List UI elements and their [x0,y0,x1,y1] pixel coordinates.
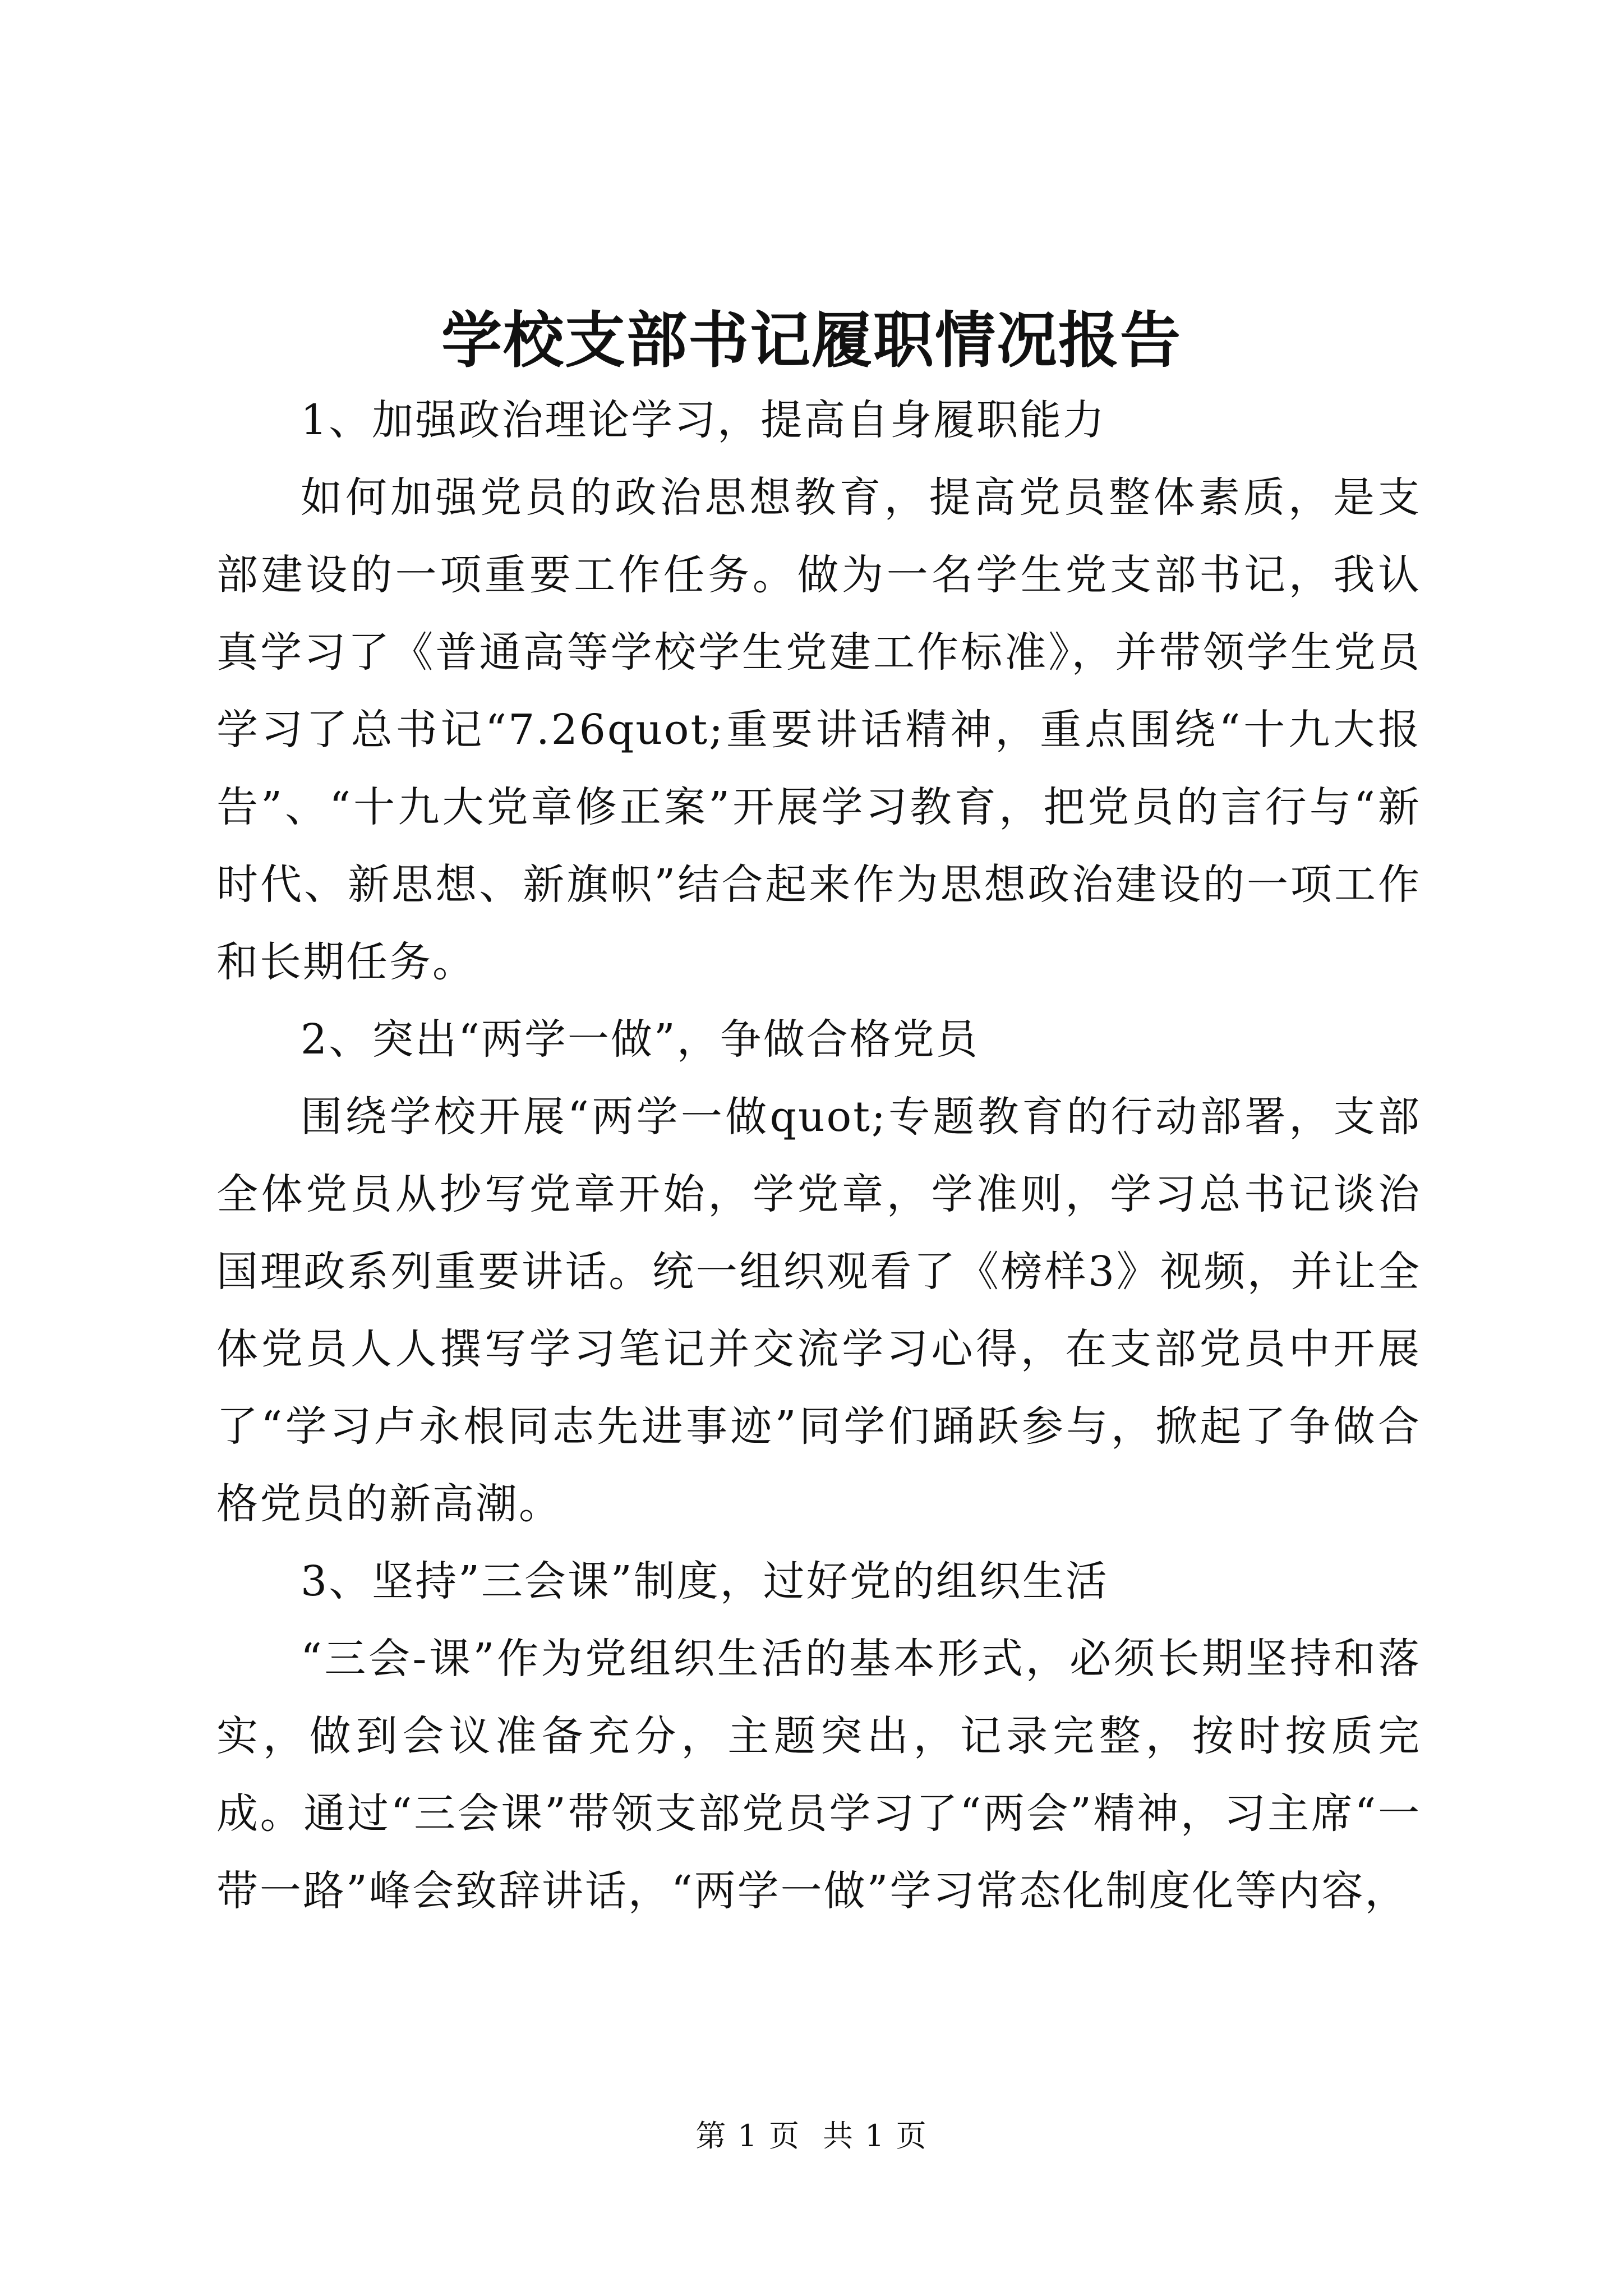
paragraph-2: 围绕学校开展“两学一做quot;专题教育的行动部署，支部全体党员从抄写党章开始，学党章，学准则，学习总书记谈治国理政系列重要讲话。统一组织观看了《榜样3》视频，并让全体党员人人撰写学习笔记并交流学习心得，在支部党员中开展了“学习卢永根同志先进事迹”同学们踊跃参与，掀起了争做合格党员的新高潮。 [216,1093,1421,1528]
page-footer [0,2112,1623,2155]
section-heading-1: 1、加强政治理论学习，提高自身履职能力 [301,396,1106,444]
document-title: 学校支部书记履职情况报告 [441,305,1182,376]
paragraph-1: 如何加强党员的政治思想教育，提高党员整体素质，是支部建设的一项重要工作任务。做为一名学生党支部书记，我认真学习了《普通高等学校学生党建工作标准》，并带领学生党员学习了总书记“7.26quot;重要讲话精神，重点围绕“十九大报告”、“十九大党章修正案”开展学习教育，把党员的言行与“新时代、新思想、新旗帜”结合起来作为思想政治建设的一项工作和长期任务。 [216,473,1421,986]
page-total: 共 1 页 [823,2118,928,2154]
page-number: 第 1 页 [695,2118,800,2154]
document-body [216,381,1421,1930]
section-heading-2: 2、突出“两学一做”，争做合格党员 [301,1015,979,1064]
section-heading-3: 3、坚持”三会课”制度，过好党的组织生活 [301,1557,1109,1605]
paragraph-3: “三会-课”作为党组织生活的基本形式，必须长期坚持和落实，做到会议准备充分，主题突出，记录完整，按时按质完成。通过“三会课”带领支部党员学习了“两会”精神，习主席“一带一路”峰会致辞讲话，“两学一做”学习常态化制度化等内容， [216,1635,1421,1915]
